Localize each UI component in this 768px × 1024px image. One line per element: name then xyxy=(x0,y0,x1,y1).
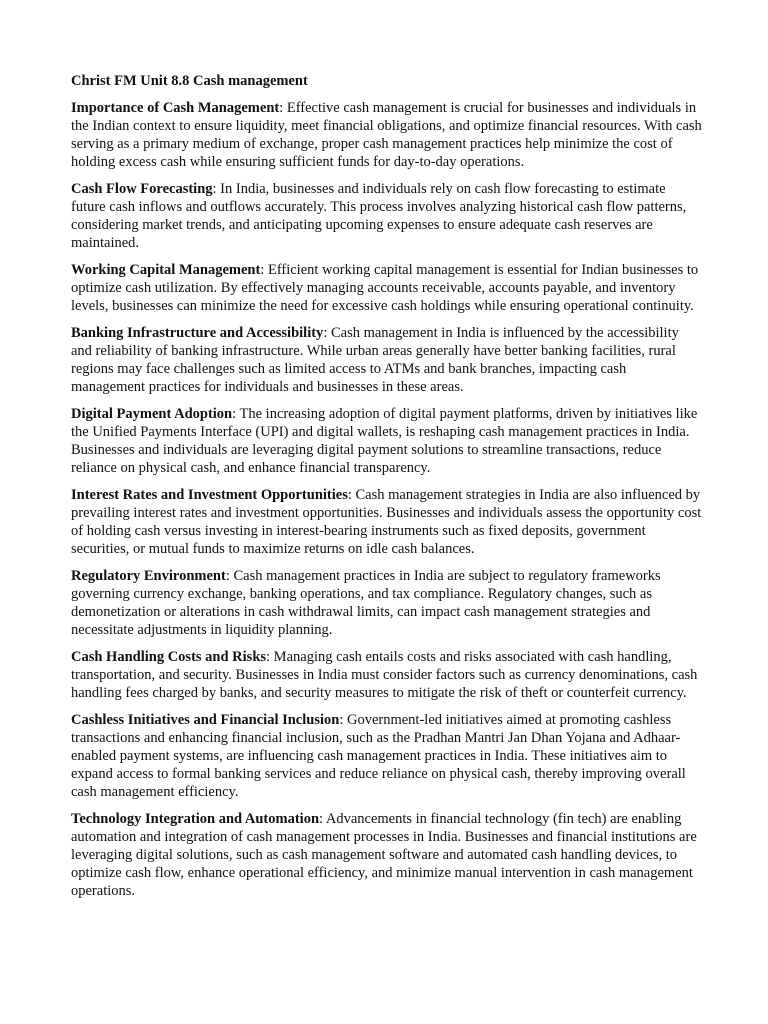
section-banking-infrastructure xyxy=(71,324,703,396)
section-working-capital-management xyxy=(71,261,703,315)
section-body: : Advancements in financial technology (fin tech) are enabling automation and integration of cash management processes in India. Businesses and financial institutions are leveraging digital solutions, such as cash management software and automated cash handling devices, to optimize cash flow, enhance operational efficiency, and minimize manual intervention in cash management operations. xyxy=(71,811,697,899)
section-cashless-initiatives xyxy=(71,711,703,801)
section-heading: Technology Integration and Automation xyxy=(71,811,320,827)
document-title: Christ FM Unit 8.8 Cash management xyxy=(71,73,308,89)
section-body: : Cash management strategies in India are also influenced by prevailing interest rates and investment opportunities. Businesses and individuals assess the opportunity cost of holding cash versus investing in interest-bearing instruments such as fixed deposits, government securities, or mutual funds to maximize returns on idle cash balances. xyxy=(71,487,702,557)
section-heading: Cash Handling Costs and Risks xyxy=(71,649,267,665)
section-heading: Interest Rates and Investment Opportunities xyxy=(71,487,348,503)
document-page xyxy=(71,72,703,909)
section-heading: Cash Flow Forecasting xyxy=(71,181,213,197)
section-cash-flow-forecasting xyxy=(71,180,703,252)
section-heading: Regulatory Environment xyxy=(71,568,226,584)
section-body: : Cash management in India is influenced by the accessibility and reliability of banking infrastructure. While urban areas generally have better banking facilities, rural regions may face challenges such as limited access to ATMs and bank branches, impacting cash management practices for individuals and businesses in these areas. xyxy=(71,325,679,395)
section-heading: Importance of Cash Management xyxy=(71,100,280,116)
section-body: : In India, businesses and individuals rely on cash flow forecasting to estimate future cash inflows and outflows accurately. This process involves analyzing historical cash flow patterns, considering market trends, and anticipating upcoming expenses to ensure adequate cash reserves are maintained. xyxy=(71,181,687,251)
section-body: : Effective cash management is crucial for businesses and individuals in the Indian context to ensure liquidity, meet financial obligations, and optimize financial resources. With cash serving as a primary medium of exchange, proper cash management practices help minimize the cost of holding excess cash while ensuring sufficient funds for day-to-day operations. xyxy=(71,100,702,170)
section-body: : The increasing adoption of digital payment platforms, driven by initiatives like the Unified Payments Interface (UPI) and digital wallets, is reshaping cash management practices in India. Businesses and individuals are leveraging digital payment solutions to streamline transactions, reduce reliance on physical cash, and enhance financial transparency. xyxy=(71,406,698,476)
section-body: : Government-led initiatives aimed at promoting cashless transactions and enhancing financial inclusion, such as the Pradhan Mantri Jan Dhan Yojana and Adhaar-enabled payment systems, are influencing cash management practices in India. These initiatives aim to expand access to formal banking services and reduce reliance on physical cash, thereby improving overall cash management efficiency. xyxy=(71,712,686,800)
section-heading: Working Capital Management xyxy=(71,262,261,278)
section-regulatory-environment xyxy=(71,567,703,639)
section-interest-rates xyxy=(71,486,703,558)
section-body: : Managing cash entails costs and risks associated with cash handling, transportation, and security. Businesses in India must consider factors such as currency denominations, cash handling fees charged by banks, and security measures to mitigate the risk of theft or counterfeit currency. xyxy=(71,649,698,701)
section-cash-handling-costs xyxy=(71,648,703,702)
section-heading: Banking Infrastructure and Accessibility xyxy=(71,325,324,341)
section-body: : Efficient working capital management is essential for Indian businesses to optimize cash utilization. By effectively managing accounts receivable, accounts payable, and inventory levels, businesses can minimize the need for excessive cash holdings while ensuring operational continuity. xyxy=(71,262,699,314)
section-body: : Cash management practices in India are subject to regulatory frameworks governing currency exchange, banking operations, and tax compliance. Regulatory changes, such as demonetization or alterations in cash withdrawal limits, can impact cash management strategies and necessitate adjustments in liquidity planning. xyxy=(71,568,661,638)
section-heading: Cashless Initiatives and Financial Inclusion xyxy=(71,712,340,728)
section-importance-of-cash-management xyxy=(71,99,703,171)
section-heading: Digital Payment Adoption xyxy=(71,406,233,422)
section-technology-integration xyxy=(71,810,703,900)
section-digital-payment-adoption xyxy=(71,405,703,477)
